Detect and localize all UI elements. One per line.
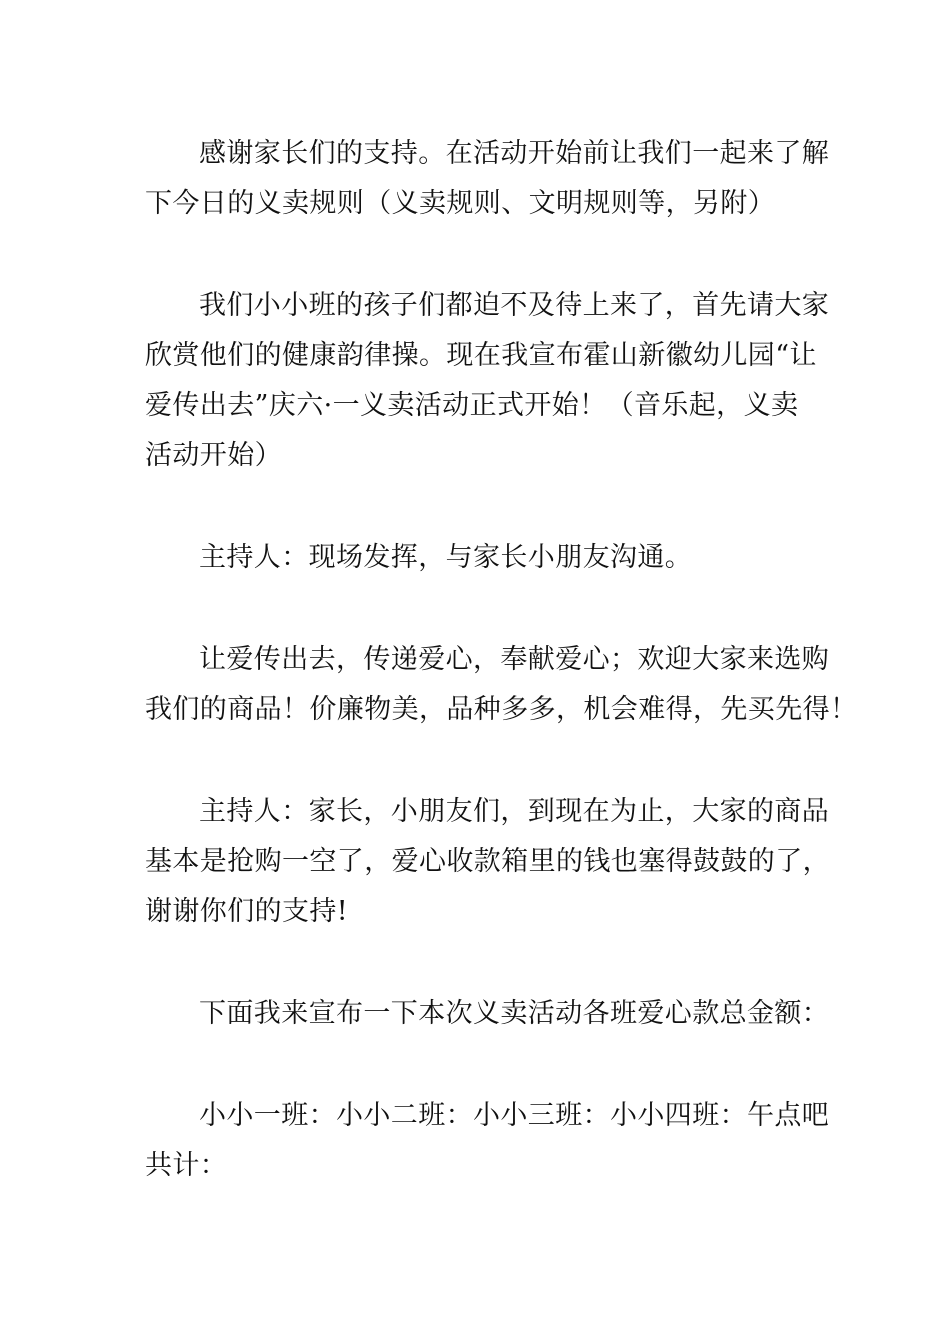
text-line: 基本是抢购一空了，爱心收款箱里的钱也塞得鼓鼓的了，	[145, 846, 830, 877]
paragraph-rules-intro	[145, 129, 830, 229]
text-line: 感谢家长们的支持。在活动开始前让我们一起来了解	[199, 138, 830, 169]
paragraph-host-improvise	[145, 533, 807, 583]
paragraph-total-announcement	[145, 989, 830, 1039]
text-line: 下今日的义卖规则（义卖规则、文明规则等，另附）	[145, 188, 776, 219]
text-line: 主持人：家长，小朋友们，到现在为止，大家的商品	[199, 796, 830, 827]
paragraph-sales-pitch	[145, 635, 858, 735]
text-line: 我们小小班的孩子们都迫不及待上来了，首先请大家	[199, 290, 830, 321]
text-line: 共计：	[145, 1150, 228, 1181]
text-line: 让爱传出去，传递爱心，奉献爱心；欢迎大家来选购	[199, 644, 830, 675]
text-line: 小小一班：小小二班：小小三班：小小四班：午点吧	[199, 1100, 830, 1131]
paragraph-opening-announcement	[145, 281, 830, 481]
text-line: 下面我来宣布一下本次义卖活动各班爱心款总金额：	[199, 998, 830, 1029]
paragraph-class-totals	[145, 1091, 830, 1191]
text-line: 爱传出去”庆六·一义卖活动正式开始！（音乐起，义卖	[145, 390, 799, 421]
text-line: 谢谢你们的支持!	[145, 896, 349, 927]
text-line: 我们的商品！价廉物美，品种多多，机会难得，先买先得！	[145, 694, 858, 725]
text-line: 欣赏他们的健康韵律操。现在我宣布霍山新徽幼儿园“让	[145, 340, 817, 371]
paragraph-host-thanks	[145, 787, 830, 937]
document-body	[145, 129, 858, 1191]
text-line: 主持人：现场发挥，与家长小朋友沟通。	[199, 542, 693, 573]
text-line: 活动开始）	[145, 440, 282, 471]
